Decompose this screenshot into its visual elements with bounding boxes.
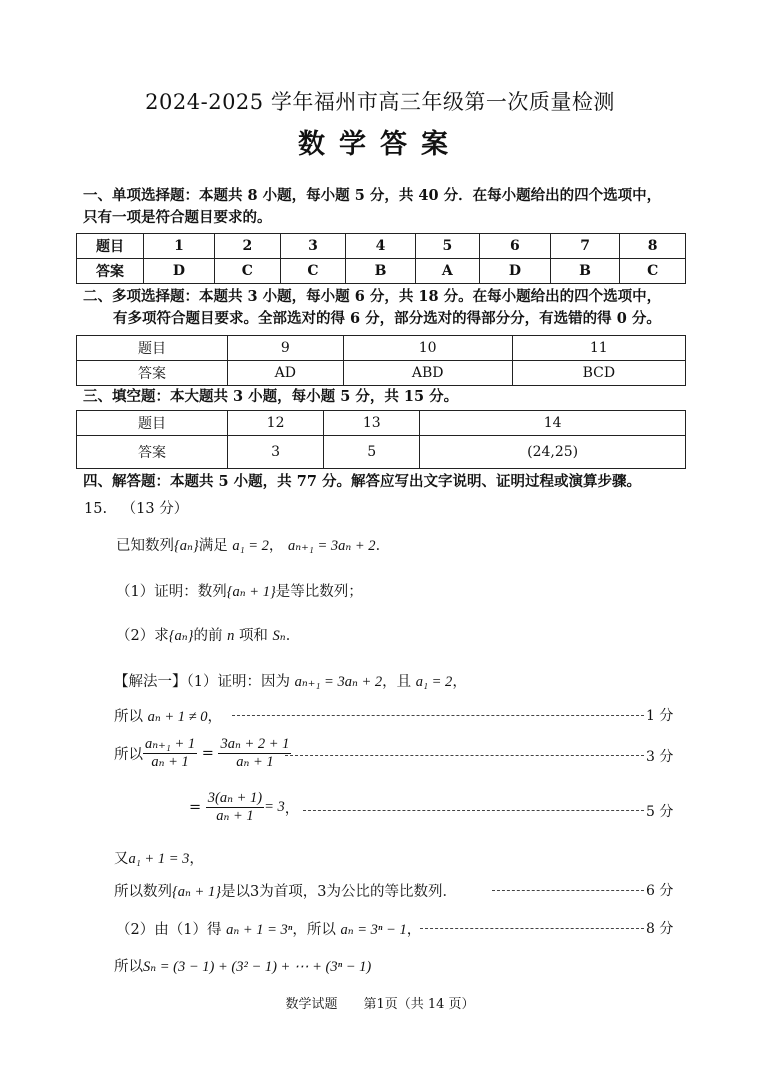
fraction: $\frac{\text{3(aₙ + 1)}}{\text{aₙ + 1}}$ (207, 790, 263, 824)
problem-part1: （1）证明：数列{aₙ + 1}是等比数列； (116, 584, 363, 600)
section1-heading: 一、单项选择题：本题共 8 小题，每小题 5 分，共 40 分．在每小题给出的四个选项中， 只有一项是符合题目要求的。 (83, 187, 662, 226)
single-choice-answer-table: 题目 1 2 3 4 5 6 7 8 答案 D C C B A D B C (76, 233, 686, 284)
score-mark: 1 分 (646, 708, 674, 724)
problem-part2: （2）求{aₙ}的前 n 项和 Sₙ． (116, 628, 301, 644)
leader-line (303, 810, 644, 811)
multi-choice-answer-table: 题目 9 10 11 答案 AD ABD BCD (76, 335, 686, 386)
score-mark: 8 分 (646, 921, 674, 937)
fraction: $\frac{\text{aₙ₊₁ + 1}}{\text{aₙ + 1}}$ (145, 736, 196, 770)
problem-statement: 已知数列{aₙ}满足 a₁ = 2， aₙ₊₁ = 3aₙ + 2． (116, 538, 391, 554)
section2-heading: 二、多项选择题：本题共 3 小题，每小题 6 分，共 18 分。在每小题给出的四个选项中， 有多项符合题目要求。全部选对的得 6 分，部分选对的得部分分，有选错的得 0 分。 (83, 288, 662, 327)
solution-step-5: 所以数列{aₙ + 1}是以3为首项，3为公比的等比数列． (114, 884, 457, 900)
solution-step-7: 所以Sₙ = (3 − 1) + (3² − 1) + ⋯ + (3ⁿ − 1) (114, 959, 372, 975)
page-title: 2024-2025 学年福州市高三年级第一次质量检测 (145, 90, 615, 114)
leader-line (492, 890, 644, 891)
solution-step-1: 所以 aₙ + 1 ≠ 0， (114, 709, 222, 725)
leader-line (232, 715, 644, 716)
section3-heading: 三、填空题：本大题共 3 小题，每小题 5 分，共 15 分。 (83, 388, 459, 405)
score-mark: 3 分 (646, 749, 674, 765)
fill-blank-answer-table: 题目 12 13 14 答案 3 5 (24,25) (76, 410, 686, 469)
page-subtitle: 数学答案 (298, 129, 462, 160)
section4-heading: 四、解答题：本题共 5 小题，共 77 分。解答应写出文字说明、证明过程或演算步骤。 (83, 473, 641, 490)
score-mark: 6 分 (646, 883, 674, 899)
score-mark: 5 分 (646, 804, 674, 820)
solution-step-3: = $\frac{\text{3(aₙ + 1)}}{\text{aₙ + 1}}$ = 3， (189, 790, 300, 824)
solution-intro: 【解法一】（1）证明：因为 aₙ₊₁ = 3aₙ + 2，且 a₁ = 2， (114, 674, 467, 690)
page-footer: 数学试题 第1页（共 14 页） (285, 997, 475, 1012)
solution-step-4: 又a₁ + 1 = 3， (114, 851, 204, 867)
solution-step-6: （2）由（1）得 aₙ + 1 = 3ⁿ，所以 aₙ = 3ⁿ − 1， (116, 922, 422, 938)
solution-step-2: 所以 $\frac{\text{aₙ₊₁ + 1}}{\text{aₙ + 1}}$ = $\frac{\text{3aₙ + 2 + 1}}{\text{aₙ + 1}}$ (114, 736, 290, 770)
problem-number: 15. （13 分） (84, 501, 189, 517)
fraction: $\frac{\text{3aₙ + 2 + 1}}{\text{aₙ + 1}}$ (220, 736, 290, 770)
leader-line (285, 755, 644, 756)
leader-line (420, 928, 644, 929)
